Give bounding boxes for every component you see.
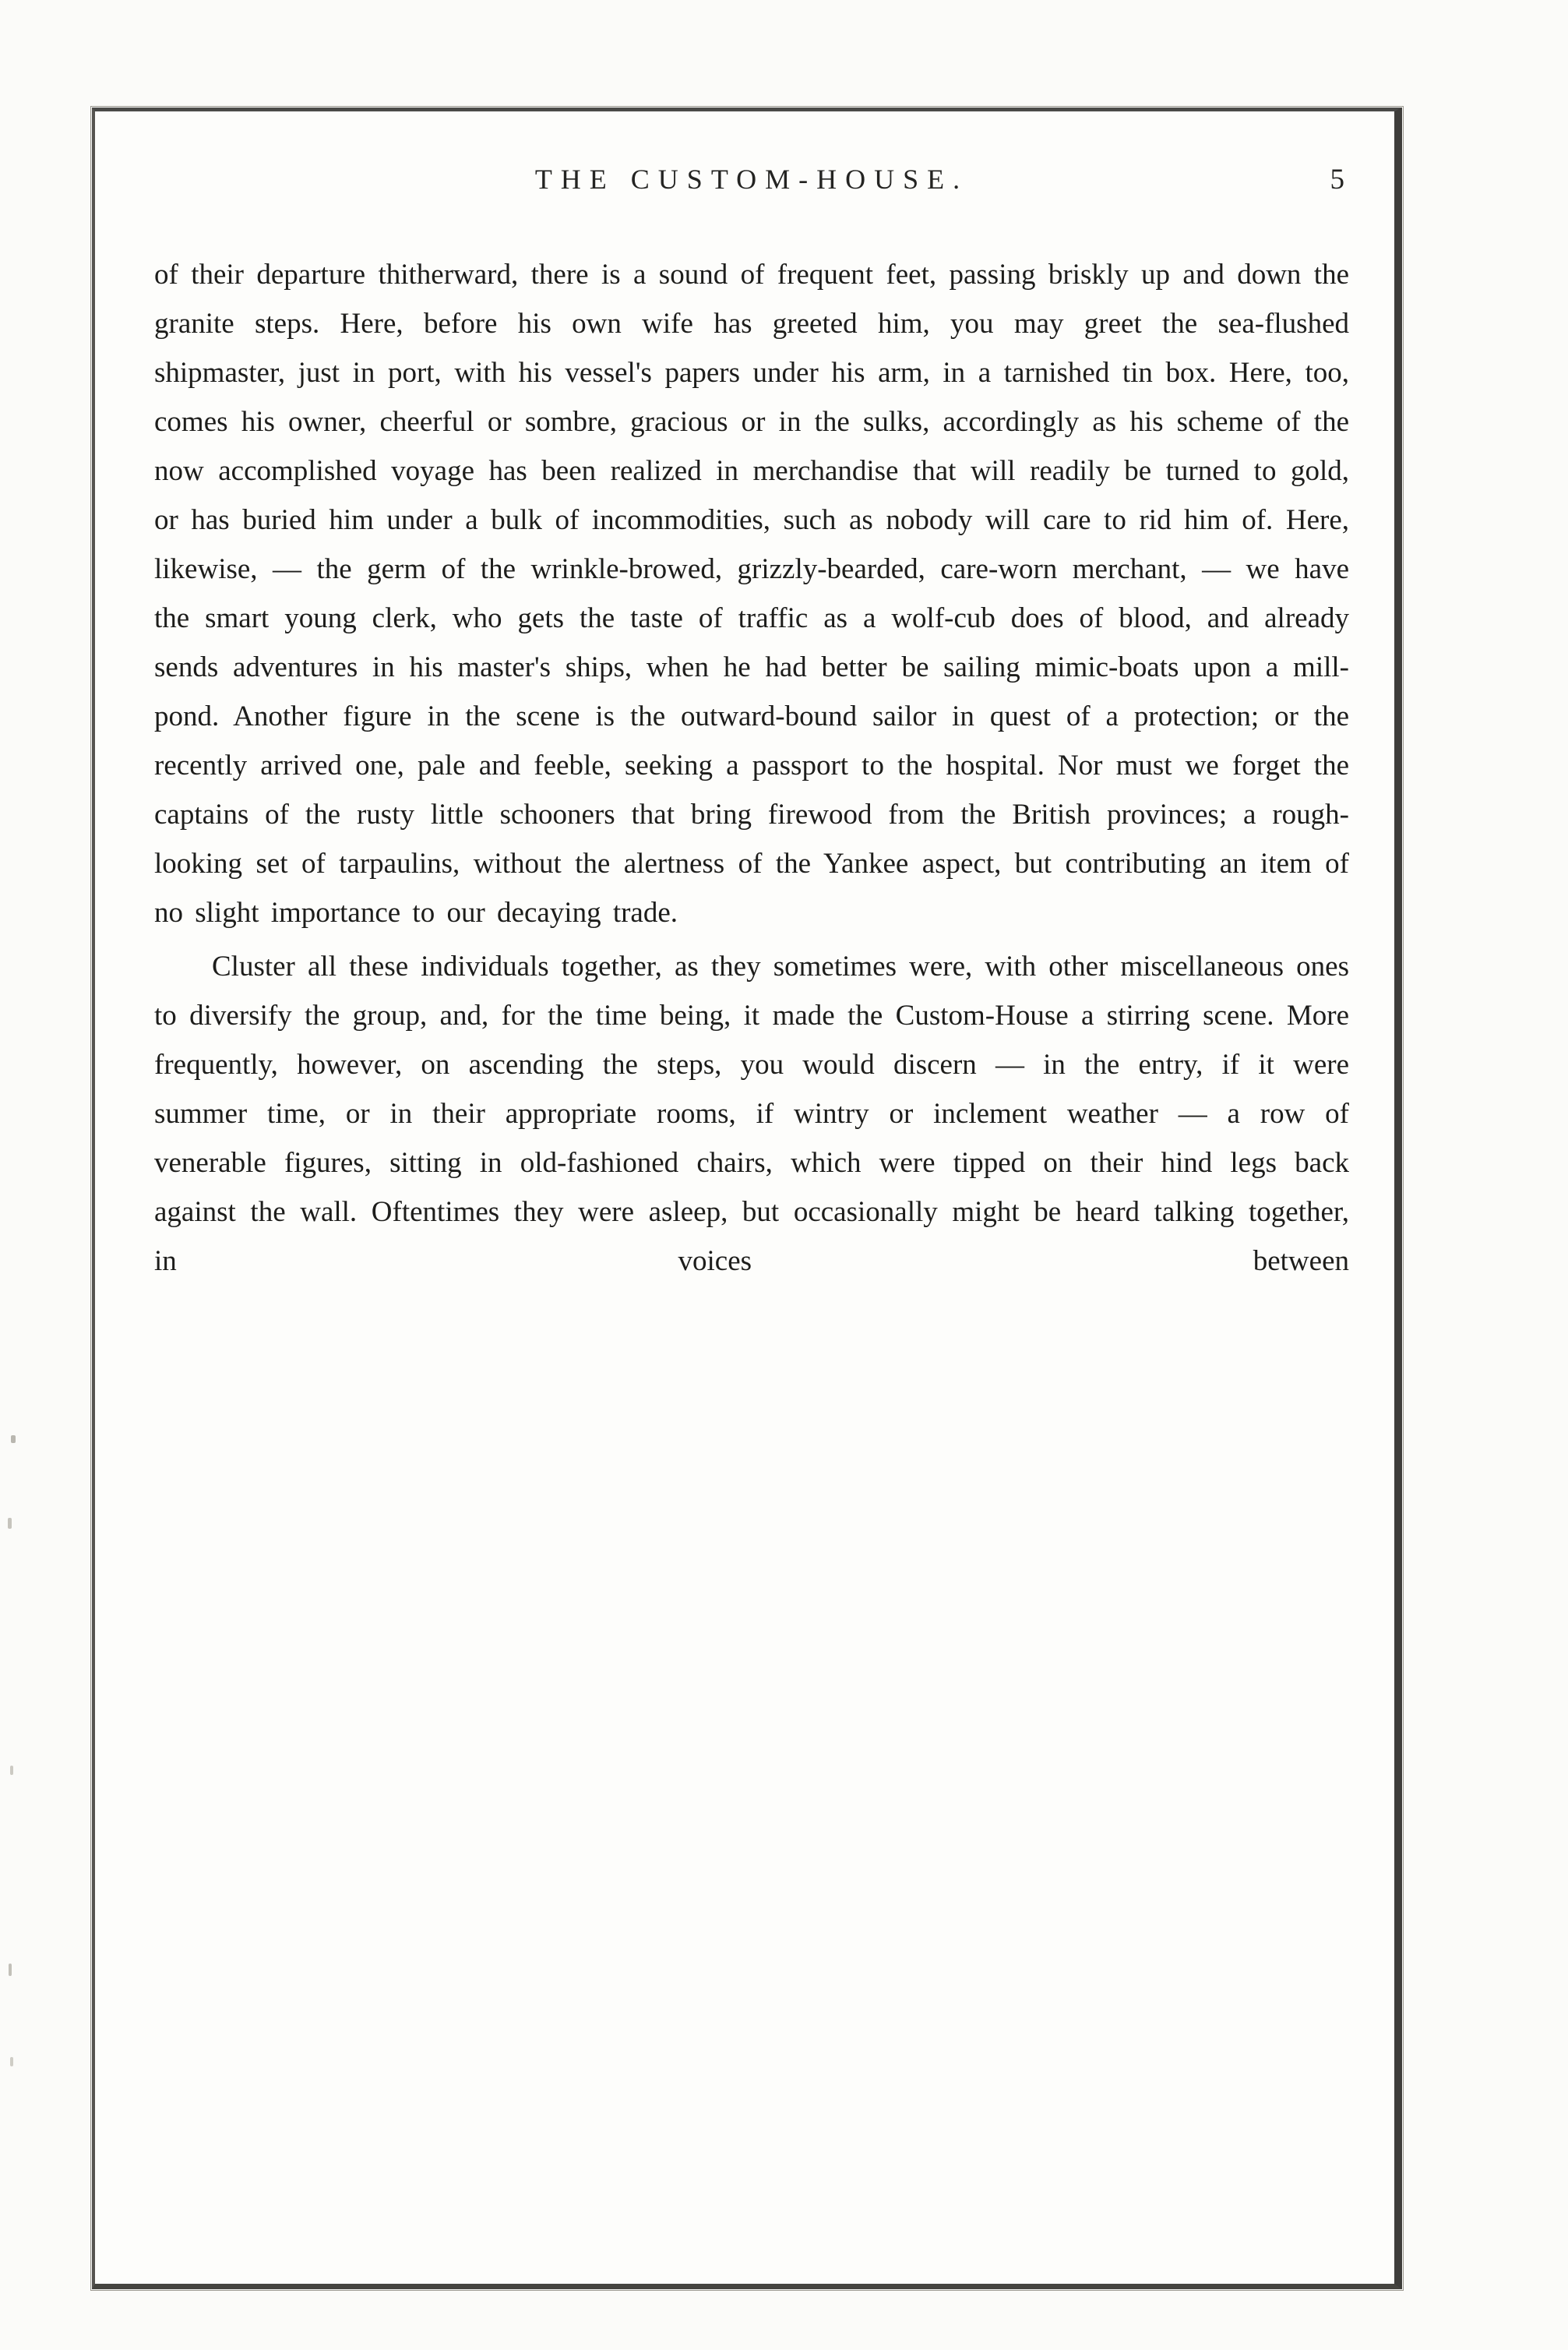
page-title: THE CUSTOM-HOUSE. [534,164,969,195]
scan-artifact [10,1766,13,1775]
scan-artifact [9,1964,12,1976]
book-page-frame [92,108,1402,2289]
body-text [154,250,1349,1286]
running-header [154,163,1349,206]
paragraph: Cluster all these individuals together, as they sometimes were, with other miscellaneous ones to diversify the group, and, for the time being, it made the Custom-House a stirring scene. More frequently, however, on ascending the steps, you would discern — in the entry, if it were summer time, or in their appropriate rooms, if wintry or inclement weather — a row of venerable figures, sitting in old-fashioned chairs, which were tipped on their hind legs back against the wall. Oftentimes they were asleep, but occasionally might be heard talking together, in voices between [154,951,1349,1277]
page-number: 5 [1330,164,1344,196]
paragraph: of their departure thitherward, there is a sound of frequent feet, passing briskly up and down the granite steps. Here, before his own wife has greeted him, you may greet the sea-flushed shipmaster, just in port, with his vessel's papers under his arm, in a tarnished tin box. Here, too, comes his owner, cheerful or sombre, gracious or in the sulks, accordingly as his scheme of the now accomplished voyage has been realized in merchandise that will readily be turned to gold, or has buried him under a bulk of incommodities, such as nobody will care to rid him of. Here, likewise, — the germ of the wrinkle-browed, grizzly-bearded, care-worn merchant, — we have the smart young clerk, who gets the taste of traffic as a wolf-cub does of blood, and already sends adventures in his master's ships, when he had better be sailing mimic-boats upon a mill-pond. Another figure in the scene is the outward-bound sailor in quest of a protection; or the recently arrived one, pale and feeble, seeking a passport to the hospital. Nor must we forget the captains of the rusty little schooners that bring firewood from the British provinces; a rough-looking set of tarpaulins, without the alertness of the Yankee aspect, but contributing an item of no slight importance to our decaying trade. [154,259,1349,929]
scan-artifact [10,2057,13,2066]
scan-artifact [11,1435,16,1443]
scan-artifact [8,1518,12,1529]
